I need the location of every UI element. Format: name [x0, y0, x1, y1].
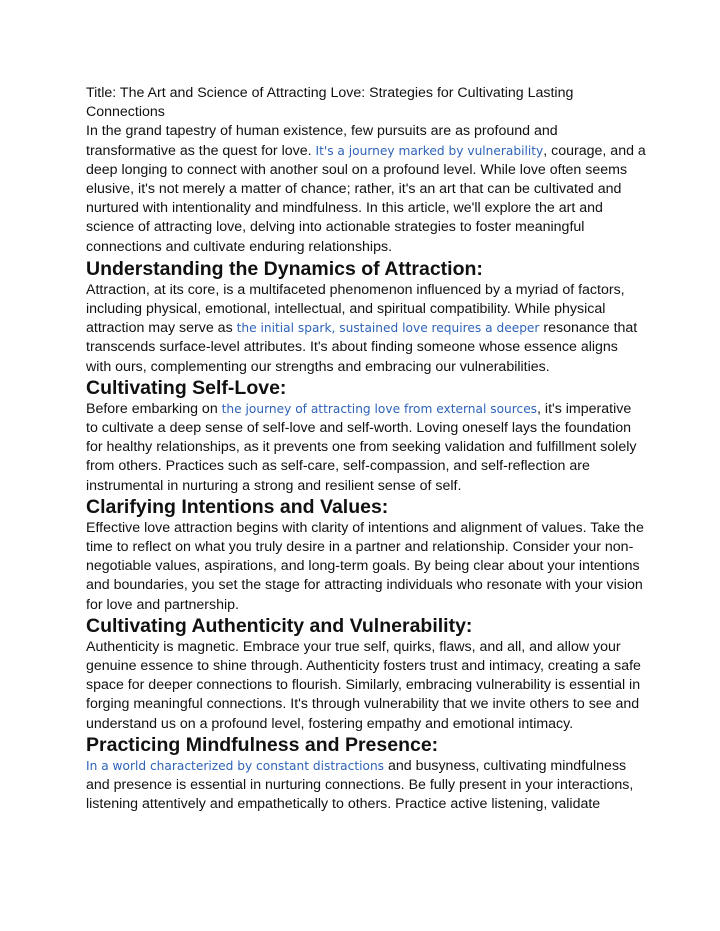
attraction-link[interactable]: the initial spark, sustained love requires a deeper — [236, 321, 540, 336]
section-paragraph-mindfulness — [86, 757, 646, 815]
section-heading-self-love: Cultivating Self-Love: — [86, 376, 287, 399]
section-heading-mindfulness: Practicing Mindfulness and Presence: — [86, 733, 439, 756]
self-love-link[interactable]: the journey of attracting love from external sources — [221, 401, 538, 416]
section-heading-attraction: Understanding the Dynamics of Attraction: — [86, 257, 483, 280]
mindfulness-text-end: and busyness, cultivating mindfulness and presence is essential in nurturing connections. Be fully present in your interactions, listening attentively and empathetically to others. Practice active listening, validate — [86, 757, 634, 813]
section-heading-intentions: Clarifying Intentions and Values: — [86, 495, 389, 518]
document-page — [86, 84, 646, 815]
section-paragraph-attraction — [86, 281, 646, 377]
intro-link[interactable]: It's a journey marked by vulnerability — [315, 143, 544, 158]
intro-paragraph — [86, 122, 646, 256]
self-love-text-end: , it's imperative to cultivate a deep sense of self-love and self-worth. Loving oneself lays the foundation for healthy relationships, as it prevents one from seeking validation and fulfillment solely from others. Practices such as self-care, self-compassion, and self-reflection are instrumental in nurturing a strong and resilient sense of self. — [86, 400, 637, 494]
section-paragraph-authenticity: Authenticity is magnetic. Embrace your true self, quirks, flaws, and all, and allow your genuine essence to shine through. Authenticity fosters trust and intimacy, creating a safe space for deeper connections to flourish. Similarly, embracing vulnerability is essential in forging meaningful connections. It's through vulnerability that we invite others to see and understand us on a profound level, fostering empathy and emotional intimacy. — [86, 638, 641, 732]
mindfulness-link[interactable]: In a world characterized by constant distractions — [86, 758, 385, 773]
attraction-text-end: resonance that transcends surface-level attributes. It's about finding someone whose essence aligns with ours, complementing our strengths and embracing our vulnerabilities. — [86, 320, 638, 375]
intro-text-end: , courage, and a deep longing to connect with another soul on a profound level. While love often seems elusive, it's not merely a matter of chance; rather, it's an art that can be cultivated and nurtured with intentionality and mindfulness. In this article, we'll explore the art and science of attracting love, delving into actionable strategies to foster meaningful connections and cultivate enduring relationships. — [86, 142, 646, 255]
intro-text-start: In the grand tapestry of human existence, few pursuits are as profound and transformative as the quest for love. — [86, 123, 558, 159]
section-heading-authenticity: Cultivating Authenticity and Vulnerability: — [86, 614, 473, 637]
document-title: Title: The Art and Science of Attracting Love: Strategies for Cultivating Lasting Connections — [86, 85, 574, 121]
section-paragraph-self-love — [86, 400, 646, 496]
attraction-text-start: Attraction, at its core, is a multifaceted phenomenon influenced by a myriad of factors, including physical, emotional, intellectual, and spiritual compatibility. While physical attraction may serve as — [86, 281, 625, 337]
self-love-text-start: Before embarking on — [86, 400, 222, 417]
section-paragraph-intentions: Effective love attraction begins with clarity of intentions and alignment of values. Take the time to reflect on what you truly desire in a partner and relationship. Consider your non-negotiable values, aspirations, and long-term goals. By being clear about your intentions and boundaries, you set the stage for attracting individuals who resonate with your vision for love and partnership. — [86, 519, 644, 613]
